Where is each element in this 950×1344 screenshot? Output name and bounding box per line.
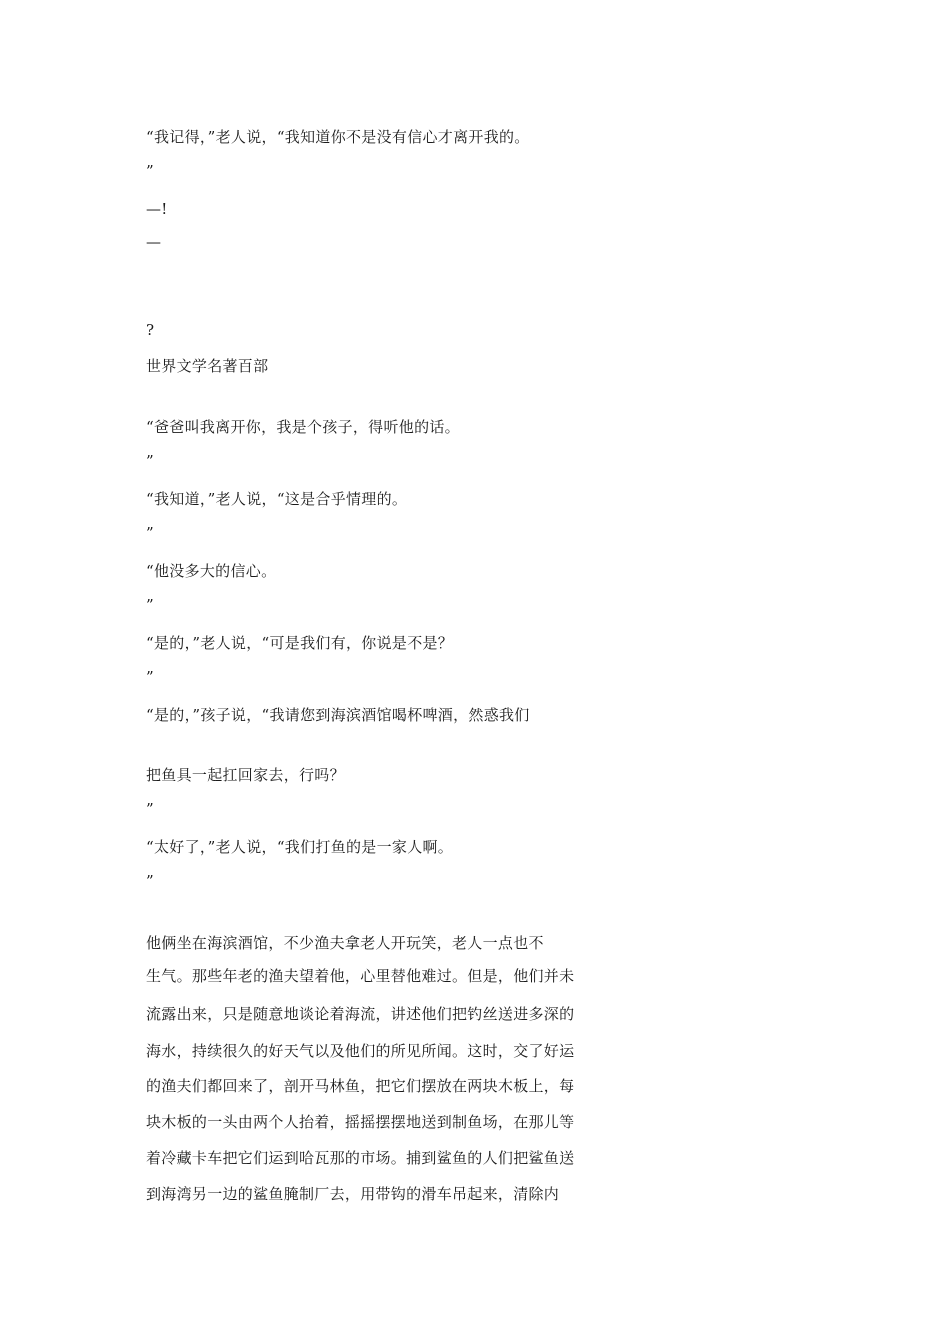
text-line: ” <box>146 452 154 470</box>
text-line: 海水，持续很久的好天气以及他们的所见所闻。这时，交了好运 <box>146 1042 575 1060</box>
text-line: “爸爸叫我离开你，我是个孩子，得听他的话。 <box>146 418 460 436</box>
text-line: ? <box>146 321 155 339</box>
text-line: “是的，”孩子说，“我请您到海滨酒馆喝杯啤酒，然惑我们 <box>146 706 530 724</box>
text-line: “他没多大的信心。 <box>146 562 277 580</box>
text-line: ” <box>146 872 154 890</box>
text-line: “我知道，”老人说，“这是合乎情理的。 <box>146 490 408 508</box>
text-line: “我记得，”老人说，“我知道你不是没有信心才离开我的。 <box>146 128 530 146</box>
text-line: ” <box>146 800 154 818</box>
text-line: “太好了，”老人说，“我们打鱼的是一家人啊。 <box>146 838 454 856</box>
text-line: 到海湾另一边的鲨鱼腌制厂去，用带钩的滑车吊起来，清除内 <box>146 1185 560 1203</box>
text-line: 把鱼具一起扛回家去，行吗？ <box>146 766 345 784</box>
text-line: ” <box>146 524 154 542</box>
text-line: 的渔夫们都回来了，剖开马林鱼，把它们摆放在两块木板上，每 <box>146 1077 575 1095</box>
text-line: 世界文学名著百部 <box>146 357 269 375</box>
text-line: ” <box>146 162 154 180</box>
text-line: ” <box>146 668 154 686</box>
text-line: 生气。那些年老的渔夫望着他，心里替他难过。但是，他们并未 <box>146 967 575 985</box>
text-line: 流露出来，只是随意地谈论着海流，讲述他们把钓丝送进多深的 <box>146 1005 575 1023</box>
text-line: 他俩坐在海滨酒馆，不少渔夫拿老人开玩笑，老人一点也不 <box>146 934 544 952</box>
text-line: ” <box>146 596 154 614</box>
text-line: —! <box>146 200 168 218</box>
text-line: — <box>146 233 162 251</box>
text-line: 着冷藏卡车把它们运到哈瓦那的市场。捕到鲨鱼的人们把鲨鱼送 <box>146 1149 575 1167</box>
text-line: “是的，”老人说，“可是我们有，你说是不是？ <box>146 634 454 652</box>
text-line: 块木板的一头由两个人抬着，摇摇摆摆地送到制鱼场，在那儿等 <box>146 1113 575 1131</box>
